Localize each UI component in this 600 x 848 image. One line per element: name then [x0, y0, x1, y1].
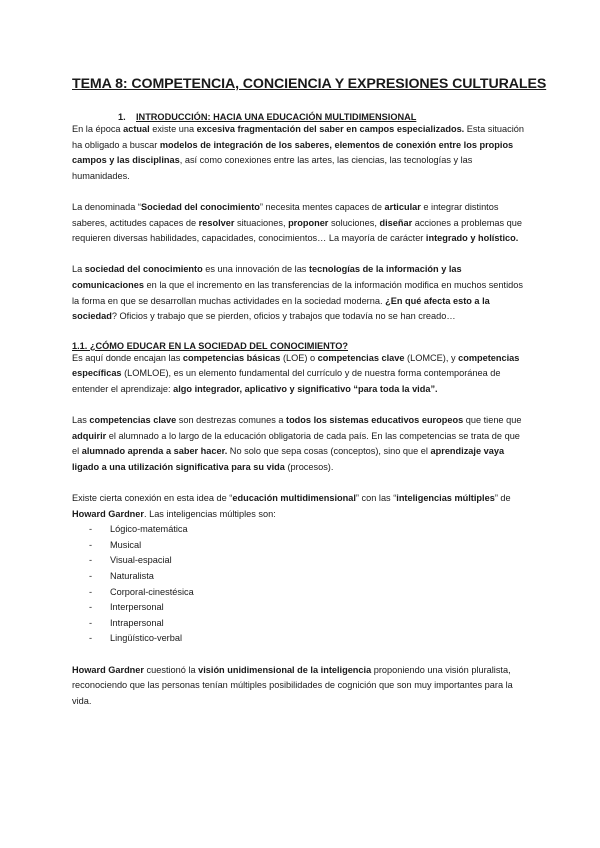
paragraph-competencias-clave: Las competencias clave son destrezas comunes a todos los sistemas educativos europeos que tiene que adquirir el alumnado a lo largo de la educación obligatoria de cada país. En las competencias se trata de que el alumnado aprenda a saber hacer. No solo que sepa cosas (conceptos), sino que el aprendizaje vaya ligado a una utilización significativa para su vida (procesos).	[72, 415, 522, 472]
list-item: - Visual-espacial	[89, 555, 172, 566]
paragraph-inteligencias-multiples: Existe cierta conexión en esta idea de “educación multidimensional” con las “inteligencias múltiples” de Howard Gardner. Las inteligencias múltiples son:	[72, 493, 511, 519]
section-heading-como-educar: 1.1. ¿CÓMO EDUCAR EN LA SOCIEDAD DEL CONOCIMIENTO?	[72, 340, 348, 351]
paragraph-sociedad-conocimiento: La denominada “Sociedad del conocimiento” necesita mentes capaces de articular e integrar distintos saberes, actitudes capaces de resolver situaciones, proponer soluciones, diseñar acciones a problemas que requieren diversas habilidades, capacidades, conocimientos… La mayoría de carácter integrado y holístico.	[72, 201, 522, 244]
section-title: INTRODUCCIÓN: HACIA UNA EDUCACIÓN MULTIDIMENSIONAL	[136, 112, 417, 122]
list-item: - Naturalista	[89, 571, 154, 582]
paragraph-gardner: Howard Gardner cuestionó la visión unidimensional de la inteligencia proponiendo una visión pluralista, reconociendo que las personas tenían múltiples posibilidades de cognición que son muy importantes para la vida.	[72, 664, 513, 706]
intelligences-list	[72, 522, 528, 647]
section-number: 1.	[118, 112, 126, 122]
paragraph-competencias: Es aquí donde encajan las competencias básicas (LOE) o competencias clave (LOMCE), y competencias específicas (LOMLOE), es un elemento fundamental del currículo y de nuestra forma contemporánea de entender el aprendizaje: algo integrador, aplicativo y significativo “para toda la vida”.	[72, 352, 520, 394]
section-heading-introduccion	[72, 112, 528, 122]
list-item: - Lógico-matemática	[89, 524, 188, 535]
list-item: - Corporal-cinestésica	[89, 586, 194, 597]
list-item: - Interpersonal	[89, 602, 164, 613]
paragraph-tecnologias: La sociedad del conocimiento es una innovación de las tecnologías de la información y las comunicaciones en la que el incremento en las transferencias de la información modifica en muchos sentidos la forma en que se desarrollan muchas actividades en la sociedad moderna. ¿En qué afecta esto a la sociedad? Oficios y trabajo que se pierden, oficios y trabajos que todavía no se han creado…	[72, 264, 523, 322]
paragraph-fragmentacion: En la época actual existe una excesiva fragmentación del saber en campos especializados. Esta situación ha obligado a buscar modelos de integración de los saberes, elementos de conexión entre los propios campos y las disciplinas, así como conexiones entre las artes, las ciencias, las tecnologías y las humanidades.	[72, 124, 525, 181]
page-title: TEMA 8: COMPETENCIA, CONCIENCIA Y EXPRESIONES CULTURALES	[72, 76, 547, 92]
list-item: - Intrapersonal	[89, 617, 164, 628]
list-item: - Lingüístico-verbal	[89, 633, 183, 644]
list-item: - Musical	[89, 539, 142, 550]
